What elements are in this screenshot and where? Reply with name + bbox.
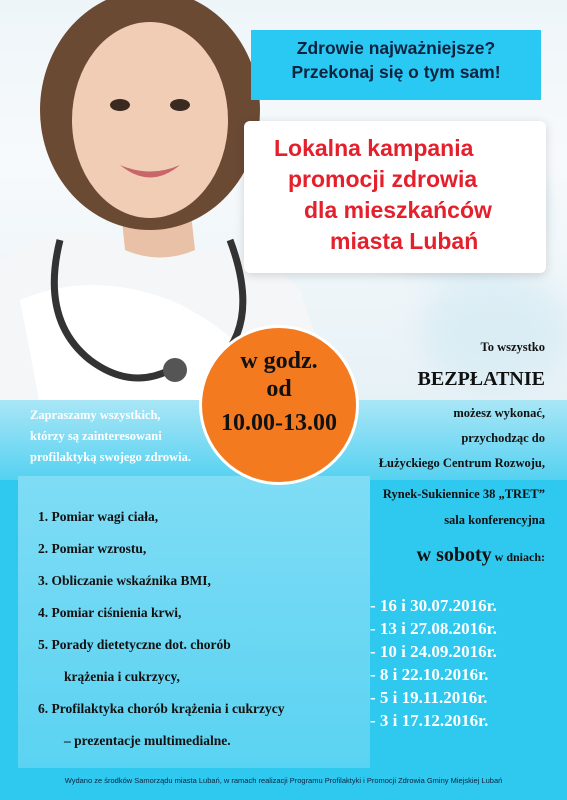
hours-line-1: w godz. (240, 348, 318, 374)
list-item: 1. Pomiar wagi ciała, (38, 509, 159, 524)
info-line-4: przychodząc do (461, 431, 545, 445)
info-line-5: Łużyckiego Centrum Rozwoju, (378, 456, 545, 470)
date-item: - 10 i 24.09.2016r. (370, 642, 497, 661)
days-label: w dniach: (494, 550, 545, 564)
saturdays-line (417, 544, 545, 567)
info-line-3: możesz wykonać, (453, 406, 545, 420)
campaign-line-3: dla mieszkańców (304, 197, 492, 223)
list-item: 4. Pomiar ciśnienia krwi, (38, 605, 182, 620)
free-label: BEZPŁATNIE (417, 368, 545, 390)
date-item: - 16 i 30.07.2016r. (370, 596, 497, 615)
list-item: 6. Profilaktyka chorób krążenia i cukrzycy (38, 701, 285, 716)
hours-line-3: 10.00-13.00 (221, 410, 337, 436)
campaign-line-4: miasta Lubań (330, 228, 479, 254)
campaign-line-2: promocji zdrowia (288, 166, 478, 192)
info-line-1: To wszystko (480, 340, 545, 354)
info-line-6: Rynek-Sukiennice 38 „TRET” (382, 487, 545, 501)
list-item: 5. Porady dietetyczne dot. chorób (38, 637, 231, 652)
list-item: krążenia i cukrzycy, (64, 669, 180, 684)
campaign-title-box (244, 121, 546, 273)
saturdays-label: w soboty (416, 544, 492, 566)
banner-line-1: Zdrowie najważniejsze? (296, 38, 496, 58)
date-item: - 5 i 19.11.2016r. (370, 688, 488, 707)
invite-line-2: którzy są zainteresowani (30, 429, 162, 443)
invite-line-3: profilaktyką swojego zdrowia. (30, 450, 191, 464)
headline-banner (251, 30, 541, 100)
list-item: 2. Pomiar wzrostu, (38, 541, 147, 556)
campaign-line-1: Lokalna kampania (274, 135, 474, 161)
date-item: - 8 i 22.10.2016r. (370, 665, 489, 684)
date-item: - 3 i 17.12.2016r. (370, 711, 489, 730)
invite-line-1: Zapraszamy wszystkich, (30, 408, 161, 422)
hours-line-2: od (266, 376, 292, 402)
list-item: – prezentacje multimedialne. (64, 733, 231, 748)
hours-badge (199, 325, 359, 485)
date-item: - 13 i 27.08.2016r. (370, 619, 497, 638)
info-line-7: sala konferencyjna (444, 513, 545, 527)
footer-note: Wydano ze środków Samorządu miasta Lubań, w ramach realizacji Programu Profilaktyki i Promocji Zdrowia Gminy Miejskiej Lubań (64, 776, 503, 785)
banner-line-2: Przekonaj się o tym sam! (291, 62, 501, 82)
list-item: 3. Obliczanie wskaźnika BMI, (38, 573, 211, 588)
